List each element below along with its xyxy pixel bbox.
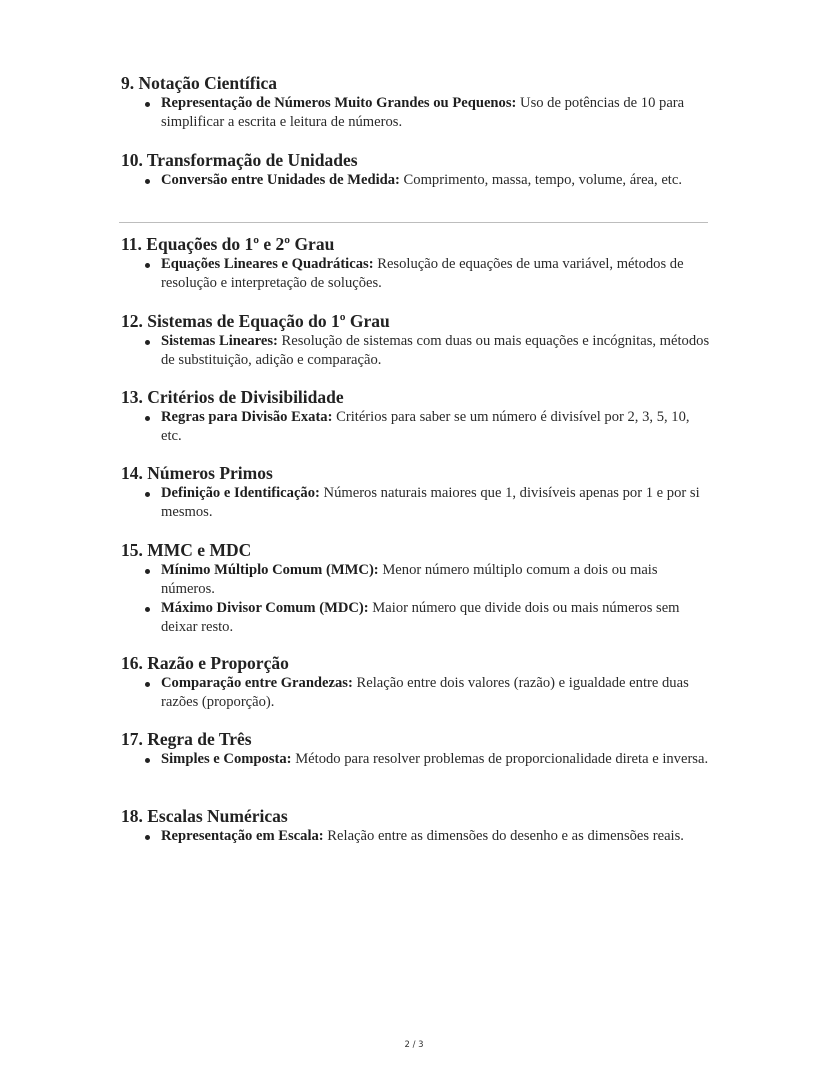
bullet-list <box>121 750 711 769</box>
page-number: 2 / 3 <box>404 1040 424 1050</box>
section-heading: 13. Critérios de Divisibilidade <box>121 387 344 407</box>
item-description: Menor número múltiplo comum a dois ou mais números. <box>161 562 658 597</box>
list-item <box>161 674 711 712</box>
list-item <box>161 750 711 769</box>
item-term: Regras para Divisão Exata: <box>161 409 333 425</box>
section <box>121 728 711 769</box>
section-heading: 14. Números Primos <box>121 463 273 483</box>
section-heading: 17. Regra de Três <box>121 729 252 749</box>
bullet-list <box>121 94 711 132</box>
section <box>121 652 711 712</box>
item-term: Comparação entre Grandezas: <box>161 675 353 691</box>
item-description: Método para resolver problemas de proporcionalidade direta e inversa. <box>291 751 709 767</box>
horizontal-divider <box>119 222 708 223</box>
item-description: Maior número que divide dois ou mais números sem deixar resto. <box>161 600 680 635</box>
section-heading: 15. MMC e MDC <box>121 540 252 560</box>
section-heading: 9. Notação Científica <box>121 73 278 93</box>
item-term: Equações Lineares e Quadráticas: <box>161 256 374 272</box>
item-term: Simples e Composta: <box>161 751 292 767</box>
list-item <box>161 827 711 846</box>
list-item <box>161 94 711 132</box>
section-heading: 12. Sistemas de Equação do 1º Grau <box>121 311 390 331</box>
section-heading: 10. Transformação de Unidades <box>121 150 358 170</box>
bullet-list <box>121 827 711 846</box>
list-item <box>161 408 711 446</box>
item-term: Definição e Identificação: <box>161 485 320 501</box>
list-item <box>161 332 711 370</box>
item-description: Resolução de equações de uma variável, métodos de resolução e interpretação de soluções. <box>161 256 684 291</box>
section <box>121 72 711 132</box>
section <box>121 233 711 293</box>
item-description: Números naturais maiores que 1, divisíveis apenas por 1 e por si mesmos. <box>161 485 700 520</box>
section <box>121 149 711 190</box>
item-description: Comprimento, massa, tempo, volume, área, etc. <box>399 172 682 188</box>
section <box>121 386 711 446</box>
bullet-list <box>121 484 711 522</box>
item-term: Máximo Divisor Comum (MDC): <box>161 600 369 616</box>
item-description: Uso de potências de 10 para simplificar a escrita e leitura de números. <box>161 95 685 130</box>
item-term: Representação de Números Muito Grandes ou Pequenos: <box>161 95 517 111</box>
list-item <box>161 255 711 293</box>
item-description: Resolução de sistemas com duas ou mais equações e incógnitas, métodos de substituição, adição e comparação. <box>161 333 710 368</box>
section <box>121 805 711 846</box>
section <box>121 539 711 637</box>
bullet-list <box>121 561 711 637</box>
bullet-list <box>121 255 711 293</box>
item-term: Sistemas Lineares: <box>161 333 278 349</box>
bullet-list <box>121 332 711 370</box>
item-description: Critérios para saber se um número é divisível por 2, 3, 5, 10, etc. <box>161 409 690 444</box>
item-term: Representação em Escala: <box>161 828 324 844</box>
bullet-list <box>121 171 711 190</box>
bullet-list <box>121 674 711 712</box>
item-description: Relação entre dois valores (razão) e igualdade entre duas razões (proporção). <box>161 675 689 710</box>
list-item <box>161 599 711 637</box>
section <box>121 310 711 370</box>
list-item <box>161 171 711 190</box>
bullet-list <box>121 408 711 446</box>
section-heading: 16. Razão e Proporção <box>121 653 289 673</box>
section <box>121 462 711 522</box>
section-heading: 18. Escalas Numéricas <box>121 806 288 826</box>
item-term: Conversão entre Unidades de Medida: <box>161 172 400 188</box>
list-item <box>161 484 711 522</box>
item-term: Mínimo Múltiplo Comum (MMC): <box>161 562 379 578</box>
list-item <box>161 561 711 599</box>
item-description: Relação entre as dimensões do desenho e as dimensões reais. <box>323 828 684 844</box>
section-heading: 11. Equações do 1º e 2º Grau <box>121 234 335 254</box>
